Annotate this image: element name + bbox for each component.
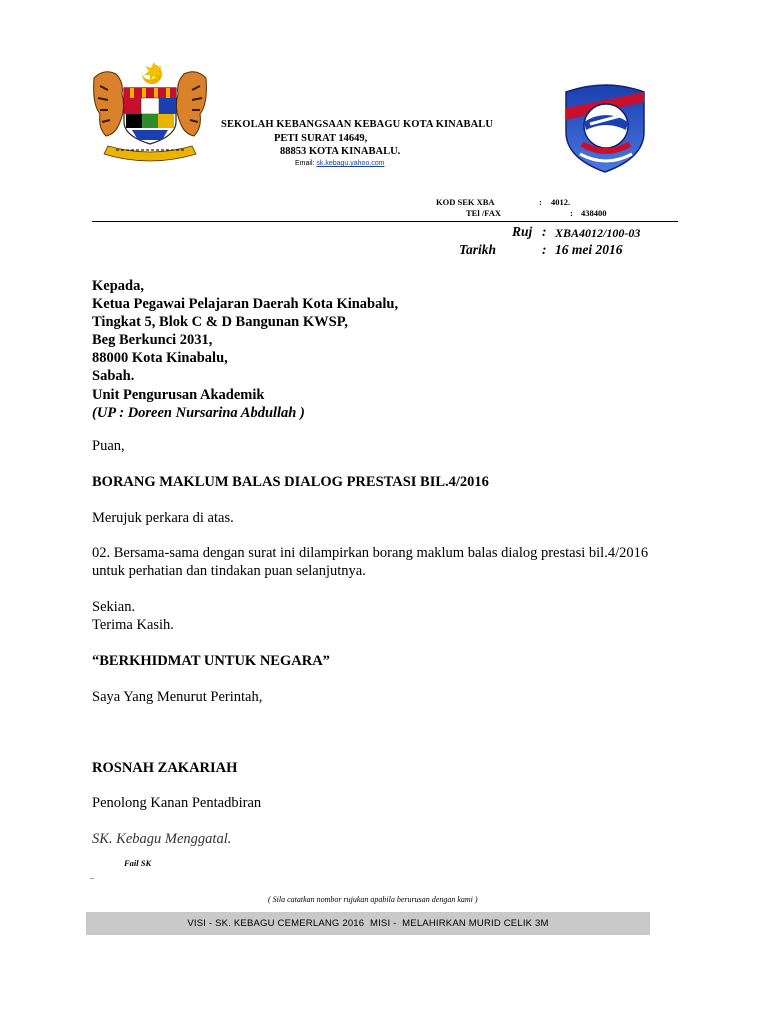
paragraph-1: Merujuk perkara di atas. <box>92 510 234 526</box>
paragraph-2-line-2: untuk perhatian dan tindakan puan selanjutnya. <box>92 563 366 579</box>
recipient-line: Ketua Pegawai Pelajaran Daerah Kota Kinabalu, <box>92 296 399 313</box>
paragraph-2-line-1: 02. Bersama-sama dengan surat ini dilampirkan borang maklum balas dialog prestasi bil.4/2016 <box>92 545 649 561</box>
file-reference: Fail SK <box>124 858 152 868</box>
reference-number: XBA4012/100-03 <box>555 226 641 240</box>
header-divider <box>92 221 678 222</box>
vision-mission-footer <box>86 912 650 935</box>
school-name: SEKOLAH KEBANGSAAN KEBAGU KOTA KINABALU <box>221 119 494 130</box>
file-reference-dots: .. <box>90 872 94 881</box>
reference-separator: : <box>542 224 547 239</box>
date-label: Tarikh <box>459 242 497 257</box>
phone-value: 438400 <box>581 208 607 218</box>
closing-sekian: Sekian. <box>92 599 136 615</box>
school-badge-logo <box>560 82 650 174</box>
footer-text: VISI - SK. KEBAGU CEMERLANG 2016 MISI - MELAHIRKAN MURID CELIK 3M <box>187 918 549 929</box>
letter-subject: BORANG MAKLUM BALAS DIALOG PRESTASI BIL.4/2016 <box>92 474 489 490</box>
reference-label: Ruj <box>512 224 533 239</box>
phone-separator: : <box>570 208 573 218</box>
signatory-school: SK. Kebagu Menggatal. <box>92 831 232 847</box>
postcode-city: 88853 KOTA KINABALU. <box>280 146 401 157</box>
salutation: Puan, <box>92 438 125 454</box>
recipient-line: Kepada, <box>92 278 144 294</box>
email-link[interactable]: sk.kebagu.yahoo.com <box>316 160 385 167</box>
school-code-label: KOD SEK XBA <box>436 197 495 207</box>
date-value: 16 mei 2016 <box>555 242 623 257</box>
school-code-value: 4012. <box>551 197 571 207</box>
slogan: “BERKHIDMAT UNTUK NEGARA” <box>92 653 330 669</box>
recipient-address <box>92 277 398 422</box>
recipient-attention: (UP : Doreen Nursarina Abdullah ) <box>92 404 305 421</box>
closing-thanks: Terima Kasih. <box>92 617 174 633</box>
po-box: PETI SURAT 14649, <box>274 133 368 144</box>
school-code-separator: : <box>539 197 542 207</box>
signoff: Saya Yang Menurut Perintah, <box>92 689 263 705</box>
coat-of-arms-crest <box>86 60 214 164</box>
recipient-line: Beg Berkunci 2031, <box>92 332 213 349</box>
email-line <box>295 160 385 167</box>
signatory-name: ROSNAH ZAKARIAH <box>92 760 238 776</box>
signatory-title: Penolong Kanan Pentadbiran <box>92 795 262 811</box>
phone-label: TEl /FAX <box>466 208 502 218</box>
recipient-line: 88000 Kota Kinabalu, <box>92 350 228 367</box>
recipient-line: Sabah. <box>92 368 135 385</box>
date-separator: : <box>542 242 547 257</box>
recipient-line: Unit Pengurusan Akademik <box>92 386 265 403</box>
reference-note: ( Sila catatkan nombor rujukan apabila berurusan dengan kami ) <box>268 895 478 904</box>
recipient-line: Tingkat 5, Blok C & D Bangunan KWSP, <box>92 314 348 331</box>
email-label: Email: <box>295 160 315 167</box>
